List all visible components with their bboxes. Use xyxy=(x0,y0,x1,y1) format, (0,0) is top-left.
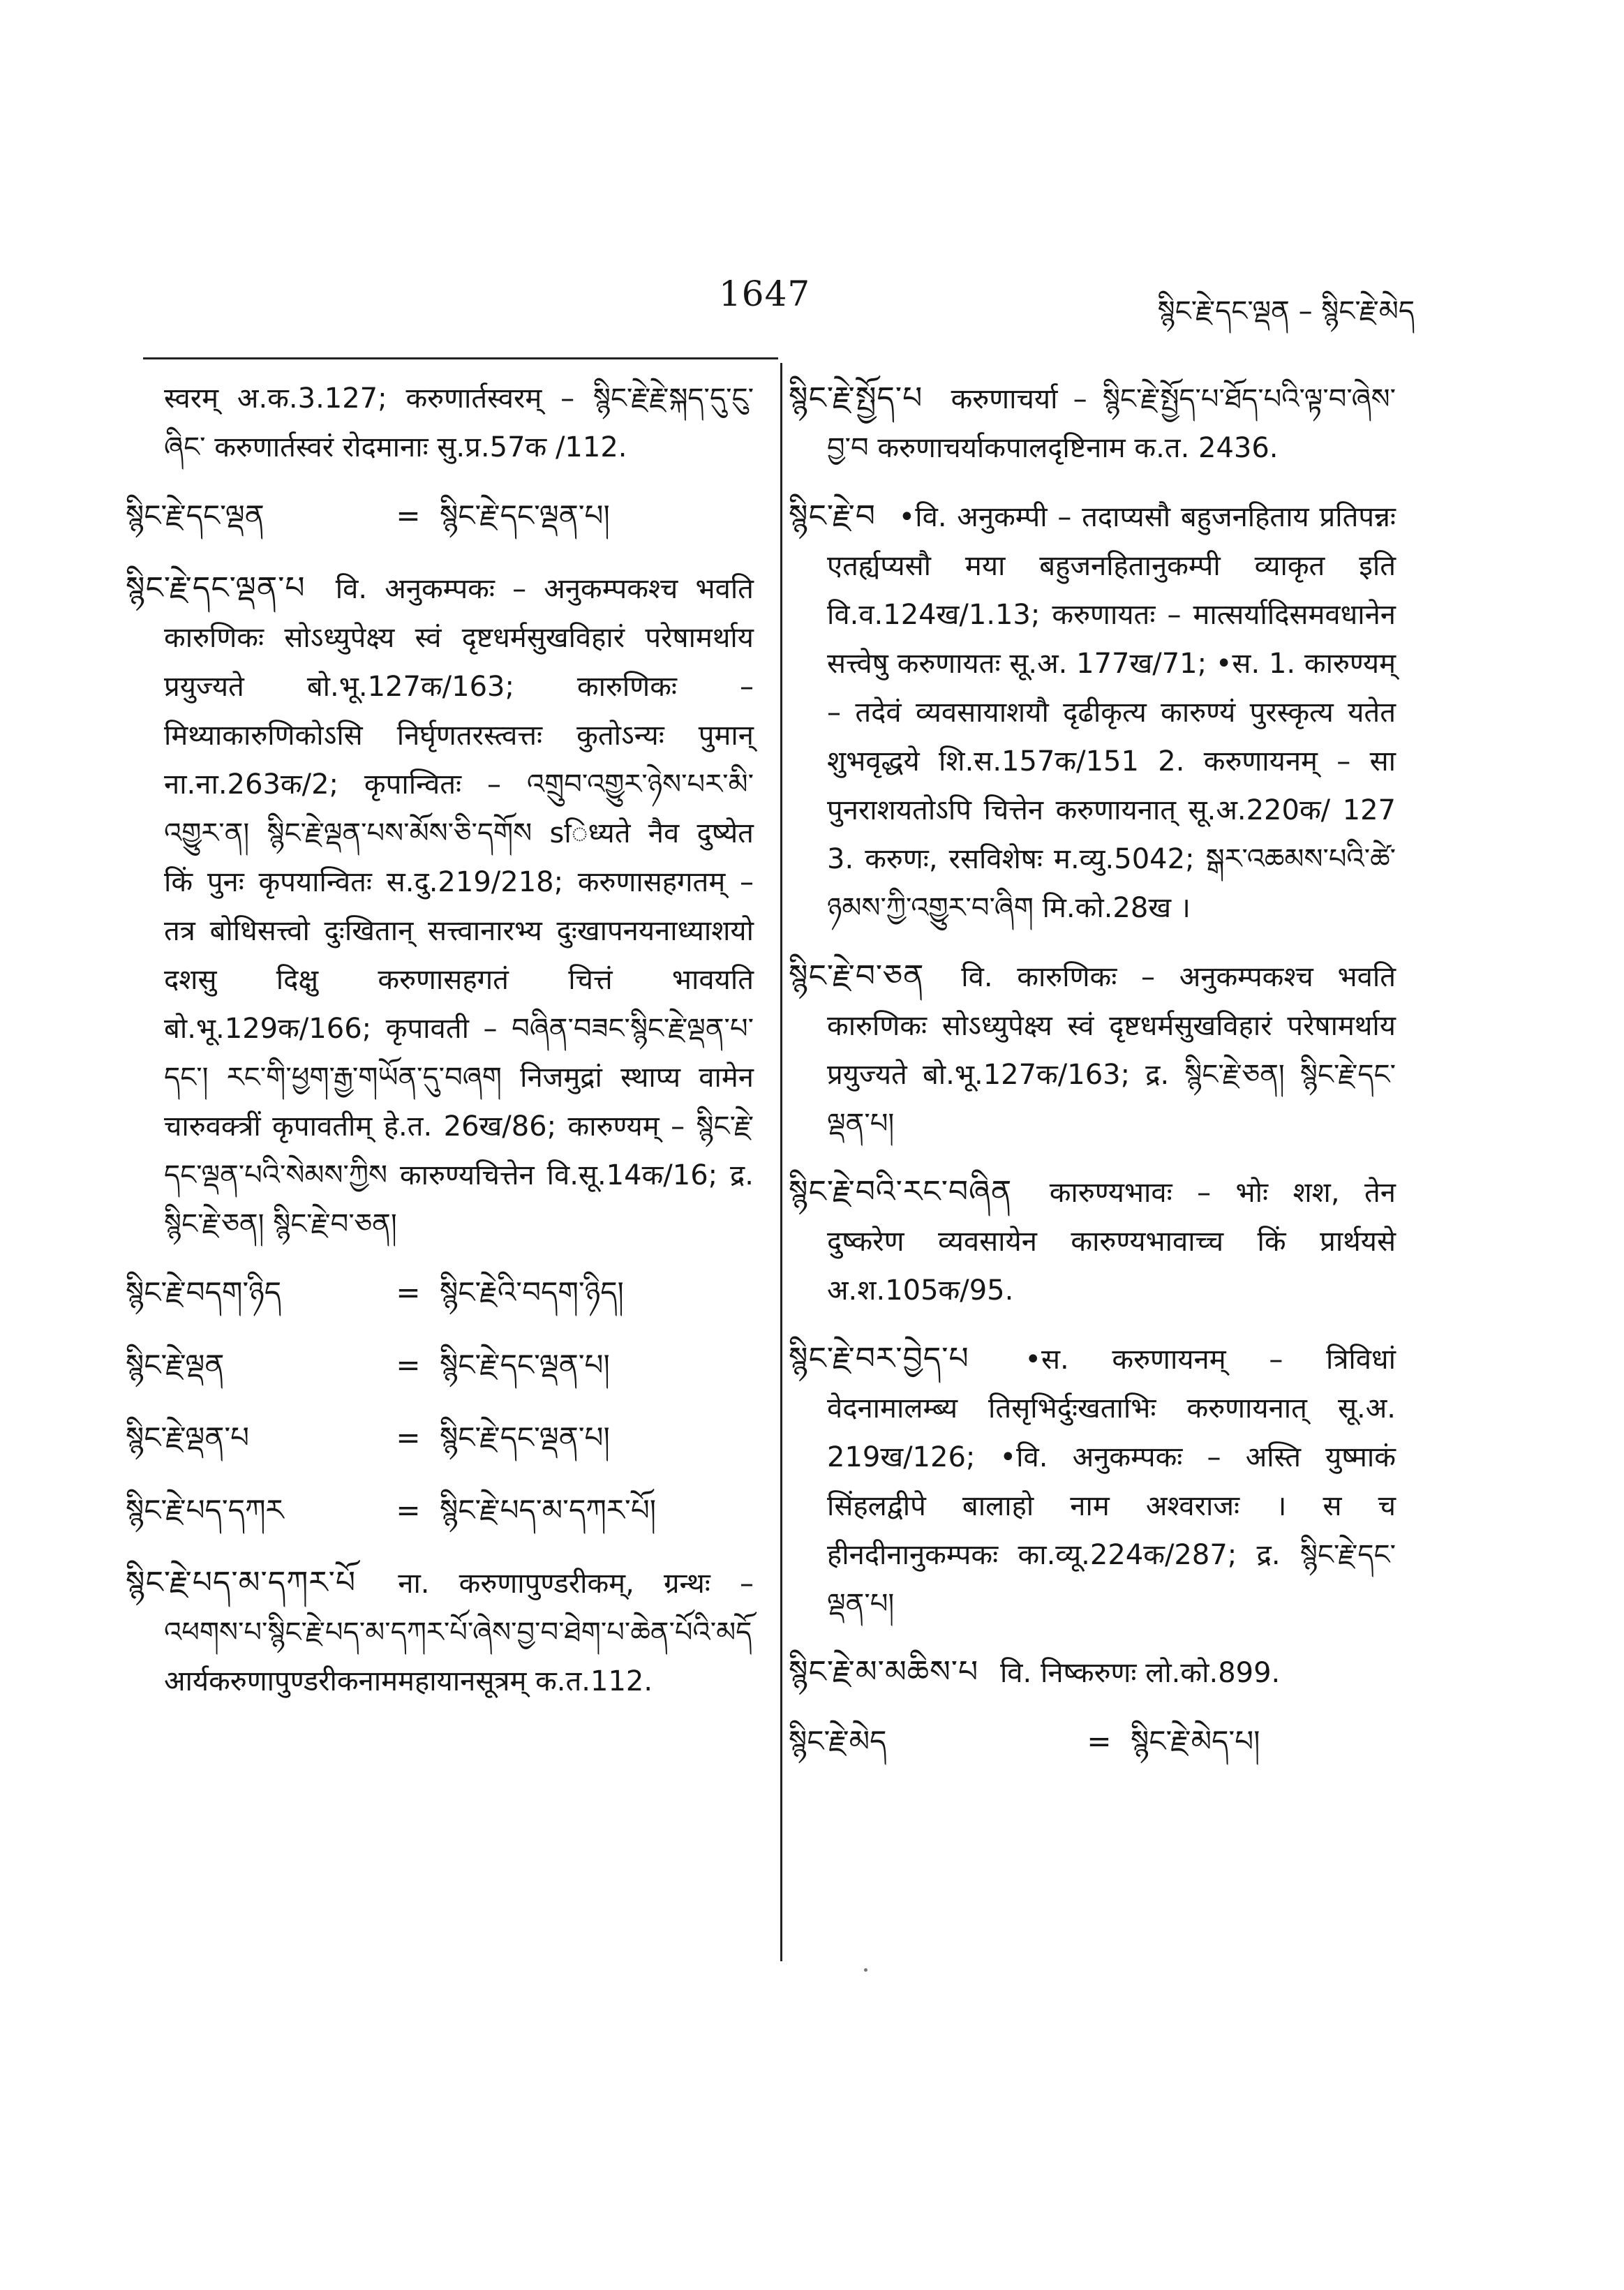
column-divider xyxy=(780,363,782,1961)
entry-text: ना. करुणापुण्डरीकम्, ग्रन्थः – འཕགས་པ་སྙིང་རྗེ་པད་མ་དཀར་པོ་ཞེས་བྱ་བ་ཐེག་པ་ཆེན་པོའི་མདོ आर्यकरुणापुण्डरीकनाममहायानसूत्रम् क.त.112. xyxy=(164,1568,754,1697)
right-column xyxy=(789,374,1396,1790)
headword: སྙིང་རྗེ་ལྡན་པ xyxy=(126,1420,250,1455)
continued-entry: स्वरम् अ.क.3.127; करुणार्तस्वरम् – སྙིང་རྗེ་རྗེ་སྐད་དུ་ངུ་ཞིང་ करुणार्तस्वरं रोदमानाः सु.प्र.57क /112. xyxy=(164,382,754,463)
reference-target: སྙིང་རྗེ་དང་ལྡན་པ། xyxy=(440,498,610,533)
equals-sign: = xyxy=(396,1420,421,1455)
dictionary-entry xyxy=(789,1334,1396,1628)
headword: སྙིང་རྗེ་པད་མ་དཀར་པོ xyxy=(126,1565,357,1600)
headword: སྙིང་རྗེ་བ xyxy=(789,498,876,534)
entry-text: •स. करुणायनम् – त्रिविधां वेदनामालम्ब्य तिसृभिर्दुःखताभिः करुणायनात् सू.अ. 219ख/126; •वि. अनुकम्पकः – अस्ति युष्माकं सिंहलद्वीपे बालाहो नाम अश्वराजः । स च हीनदीनानुकम्पकः का.व्यू.224क/287; द्र. སྙིང་རྗེ་དང་ལྡན་པ། xyxy=(827,1344,1396,1620)
dictionary-entry xyxy=(789,952,1396,1148)
reference-target: སྙིང་རྗེ་དང་ལྡན་པ། xyxy=(440,1348,610,1382)
page-number: 1647 xyxy=(719,274,811,314)
headword: སྙིང་རྗེ་པད་དཀར xyxy=(126,1493,284,1527)
headword: སྙིང་རྗེ་མ་མཆིས་པ xyxy=(789,1654,979,1690)
entry-text: वि. निष्करुणः लो.को.899. xyxy=(999,1657,1281,1689)
entry-text: वि. कारुणिकः – अनुकम्पकश्च भवति कारुणिकः सोऽध्युपेक्ष्य स्वं दृष्टधर्मसुखविहारं परेषामर्थाय प्रयुज्यते बो.भू.127क/163; द्र. སྙིང་རྗེ་ཅན། སྙིང་རྗེ་དང་ལྡན་པ། xyxy=(827,961,1396,1140)
cross-reference xyxy=(126,1486,754,1535)
headword: སྙིང་རྗེ་བའི་རང་བཞིན xyxy=(789,1174,1013,1210)
headword: སྙིང་རྗེ་མེད xyxy=(789,1724,887,1758)
entry-text: वि. अनुकम्पकः – अनुकम्पकश्च भवति कारुणिकः सोऽध्युपेक्ष्य स्वं दृष्टधर्मसुखविहारं परेषामर्थाय प्रयुज्यते बो.भू.127क/163; कारुणिकः – मिथ्याकारुणिकोऽसि निर्घृणतरस्त्वत्तः कुतोऽन्यः पुमान् ना.ना.263क/2; कृपान्वितः – འགྲུབ་འགྱུར་ཉེས་པར་མི་འགྱུར་ན། སྙིང་རྗེ་ལྡན་པས་མོས་ཅི་དགོས sिध्यते नैव दुष्येत किं पुनः कृपयान्वितः स.दु.219/218; करुणासहगतम् – तत्र बोधिसत्त्वो दुःखितान् सत्त्वानारभ्य दुःखापनयनाध्याशयो दशसु दिक्षु करुणासहगतं चित्तं भावयति बो.भू.129क/166; कृपावती – བཞིན་བཟང་སྙིང་རྗེ་ལྡན་པ་དང་། རང་གི་ཕྱག་རྒྱ་གཡོན་དུ་བཞག निजमुद्रां स्थाप्य वामेन चारुवक्त्रीं कृपावतीम् हे.त. 26ख/86; कारुण्यम् – སྙིང་རྗེ་དང་ལྡན་པའི་སེམས་ཀྱིས कारुण्यचित्तेन वि.सू.14क/16; द्र. སྙིང་རྗེ་ཅན། སྙིང་རྗེ་བ་ཅན། xyxy=(164,573,754,1240)
entry-text: •वि. अनुकम्पी – तदाप्यसौ बहुजनहिताय प्रतिपन्नः एतर्ह्यप्यसौ मया बहुजनहितानुकम्पी व्याकृत इति वि.व.124ख/1.13; करुणायतः – मात्सर्यादिसमवधानेन सत्त्वेषु करुणायतः सू.अ. 177ख/71; •स. 1. कारुण्यम् – तदेवं व्यवसायाशयौ दृढीकृत्य कारुण्यं पुरस्कृत्य यतेत शुभवृद्धये शि.स.157क/151 2. करुणायनम् – सा पुनराशयतोऽपि चित्तेन करुणायनात् सू.अ.220क/ 127 3. करुणः, रसविशेषः म.व्यु.5042; སྒར་འཆམས་པའི་ཚེ་ཉམས་ཀྱི་འགྱུར་བ་ཞིག मि.को.28ख । xyxy=(827,501,1396,924)
cross-reference xyxy=(126,491,754,540)
top-rule xyxy=(143,357,778,359)
dictionary-entry xyxy=(789,374,1396,473)
headword: སྙིང་རྗེ་བར་བྱེད་པ xyxy=(789,1341,969,1376)
dictionary-entry xyxy=(126,564,754,1249)
dictionary-entry xyxy=(789,492,1396,932)
headword: སྙིང་རྗེ་བདག་ཉིད xyxy=(126,1275,282,1309)
equals-sign: = xyxy=(1087,1724,1112,1758)
cross-reference xyxy=(789,1717,1396,1766)
equals-sign: = xyxy=(396,1493,421,1527)
headword: སྙིང་རྗེ་སྤྱོད་པ xyxy=(789,380,923,416)
headword: སྙིང་རྗེ་དང་ལྡན་པ xyxy=(126,570,306,606)
equals-sign: = xyxy=(396,1275,421,1309)
dictionary-entry xyxy=(789,1168,1396,1315)
entry-text: कारुण्यभावः – भोः शश, तेन दुष्करेण व्यवसायेन कारुण्यभावाच्च किं प्रार्थयसे अ.श.105क/95. xyxy=(827,1177,1396,1307)
cross-reference xyxy=(126,1268,754,1317)
equals-sign: = xyxy=(396,498,421,533)
entry-text: करुणाचर्या – སྙིང་རྗེ་སྤྱོད་པ་ཐོད་པའི་ལྟ་བ་ཞེས་བྱ་བ करुणाचर्याकपालदृष्टिनाम क.त. 2436. xyxy=(827,383,1396,464)
dictionary-entry xyxy=(789,1648,1396,1697)
headword: སྙིང་རྗེ་དང་ལྡན xyxy=(126,498,265,533)
left-column xyxy=(126,374,754,1725)
scan-speck xyxy=(864,1968,867,1972)
reference-target: སྙིང་རྗེའི་བདག་ཉིད། xyxy=(440,1275,624,1309)
reference-target: སྙིང་རྗེ་དང་ལྡན་པ། xyxy=(440,1420,610,1455)
cross-reference xyxy=(126,1413,754,1462)
headword: སྙིང་རྗེ་ལྡན xyxy=(126,1348,225,1382)
equals-sign: = xyxy=(396,1348,421,1382)
reference-target: སྙིང་རྗེ་མེད་པ། xyxy=(1131,1724,1260,1758)
running-head: སྙིང་རྗེ་དང་ལྡན – སྙིང་རྗེ་མེད xyxy=(1157,295,1415,327)
headword: སྙིང་རྗེ་བ་ཅན xyxy=(789,958,925,994)
reference-target: སྙིང་རྗེ་པད་མ་དཀར་པོ། xyxy=(440,1493,657,1527)
cross-reference xyxy=(126,1341,754,1390)
dictionary-entry xyxy=(126,1559,754,1706)
